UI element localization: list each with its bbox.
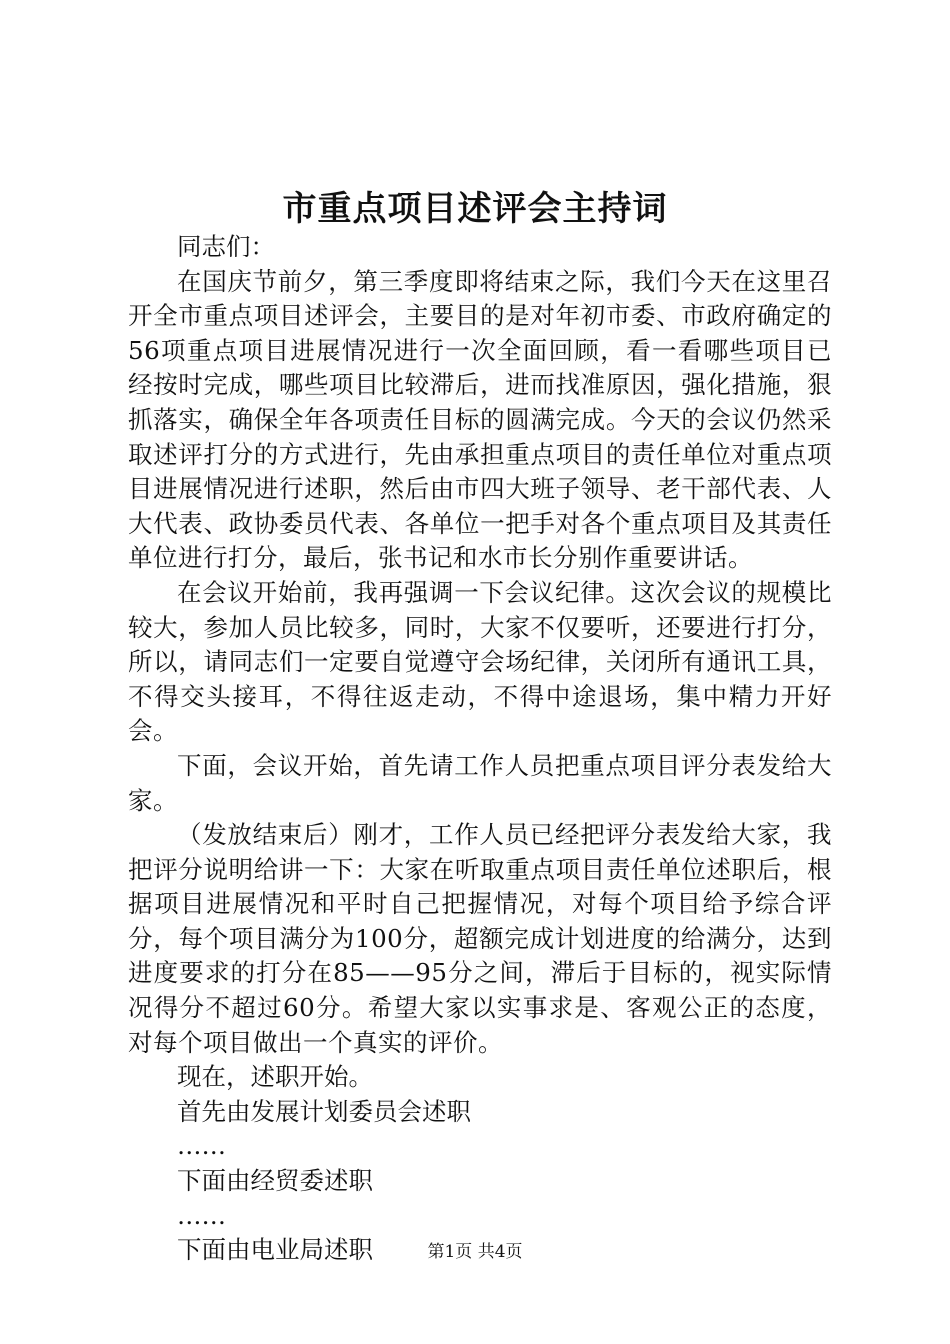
- paragraph-scoring: （发放结束后）刚才，工作人员已经把评分表发给大家，我把评分说明给讲一下：大家在听取重点项目责任单位述职后，根据项目进展情况和平时自己把握情况，对每个项目给予综合评分，每个项目满分为100分，超额完成计划进度的给满分，达到进度要求的打分在85——95分之间，滞后于目标的，视实际情况得分不超过60分。希望大家以实事求是、客观公正的态度，对每个项目做出一个真实的评价。: [128, 820, 832, 1057]
- agenda-item: 首先由发展计划委员会述职: [177, 1096, 471, 1126]
- salutation: 同志们：: [177, 232, 275, 261]
- ellipsis: ……: [177, 1131, 226, 1161]
- paragraph-start: 下面，会议开始，首先请工作人员把重点项目评分表发给大家。: [128, 750, 832, 815]
- ellipsis: ……: [177, 1200, 226, 1230]
- start-line: 现在，述职开始。: [177, 1062, 373, 1092]
- document-body: [128, 230, 832, 1268]
- agenda-item: 下面由电业局述职: [177, 1235, 373, 1265]
- document-title: 市重点项目述评会主持词: [282, 189, 668, 229]
- paragraph-discipline: 在会议开始前，我再强调一下会议纪律。这次会议的规模比较大，参加人员比较多，同时，大家不仅要听，还要进行打分，所以，请同志们一定要自觉遵守会场纪律，关闭所有通讯工具，不得交头接耳，不得往返走动，不得中途退场，集中精力开好会。: [128, 577, 832, 746]
- page-number: 第1页 共4页: [427, 1242, 523, 1262]
- agenda-item: 下面由经贸委述职: [177, 1166, 373, 1196]
- paragraph-intro: 在国庆节前夕，第三季度即将结束之际，我们今天在这里召开全市重点项目述评会，主要目的是对年初市委、市政府确定的56项重点项目进展情况进行一次全面回顾，看一看哪些项目已经按时完成，哪些项目比较滞后，进而找准原因，强化措施，狠抓落实，确保全年各项责任目标的圆满完成。今天的会议仍然采取述评打分的方式进行，先由承担重点项目的责任单位对重点项目进展情况进行述职，然后由市四大班子领导、老干部代表、人大代表、政协委员代表、各单位一把手对各个重点项目及其责任单位进行打分，最后，张书记和水市长分别作重要讲话。: [128, 266, 832, 573]
